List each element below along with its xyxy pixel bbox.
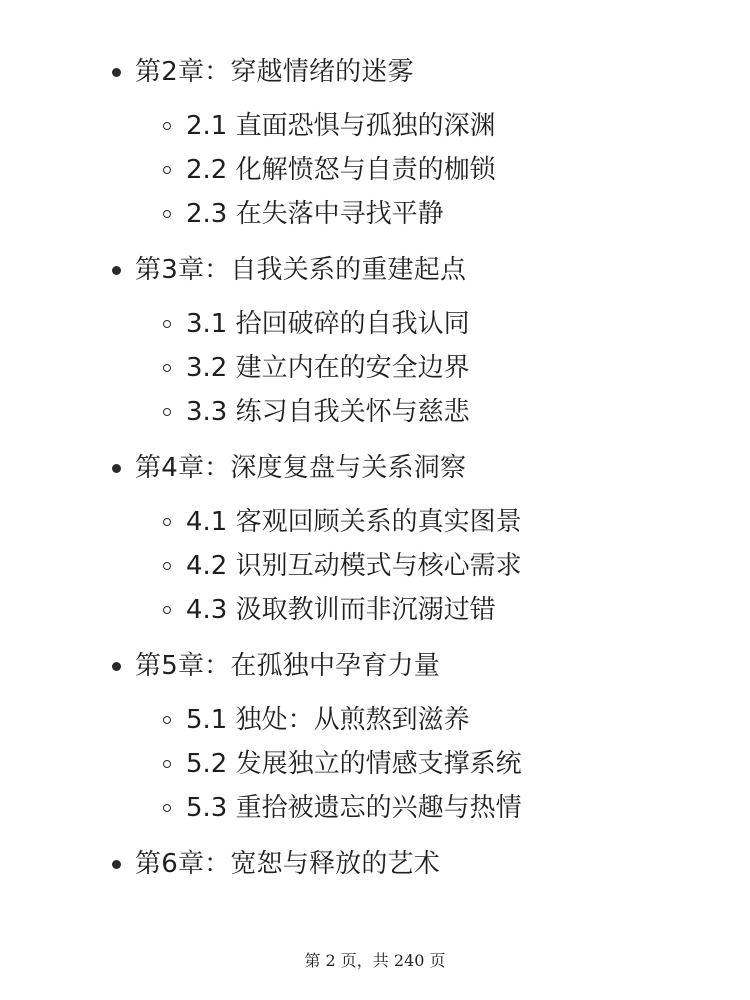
chapter-title: 第4章：深度复盘与关系洞察 (135, 453, 467, 483)
bullet-circle-icon (163, 606, 171, 614)
section-title: 5.3 重拾被遗忘的兴趣与热情 (186, 793, 522, 823)
bullet-disc-icon (112, 68, 121, 77)
chapter-entry (112, 640, 440, 692)
section-item (0, 698, 750, 742)
section-item (0, 148, 750, 192)
section-item (0, 302, 750, 346)
bullet-circle-icon (163, 760, 171, 768)
toc-chapter (0, 244, 750, 296)
section-title: 2.2 化解愤怒与自责的枷锁 (186, 155, 496, 185)
section-item (0, 500, 750, 544)
section-item (0, 544, 750, 588)
bullet-circle-icon (163, 364, 171, 372)
section-item (0, 104, 750, 148)
toc-chapter (0, 838, 750, 890)
section-list (0, 500, 750, 632)
chapter-title: 第2章：穿越情绪的迷雾 (135, 57, 414, 87)
chapter-entry (112, 442, 466, 494)
chapter-title: 第6章：宽恕与释放的艺术 (135, 849, 440, 879)
section-item (0, 346, 750, 390)
bullet-circle-icon (163, 408, 171, 416)
section-title: 3.3 练习自我关怀与慈悲 (186, 397, 470, 427)
section-title: 5.2 发展独立的情感支撑系统 (186, 749, 522, 779)
bullet-circle-icon (163, 716, 171, 724)
section-item (0, 742, 750, 786)
section-item (0, 786, 750, 830)
bullet-circle-icon (163, 320, 171, 328)
page-number-indicator: 第 2 页，共 240 页 (304, 951, 446, 970)
chapter-title: 第5章：在孤独中孕育力量 (135, 651, 440, 681)
section-item (0, 588, 750, 632)
page-footer (0, 948, 750, 971)
section-title: 2.3 在失落中寻找平静 (186, 199, 444, 229)
section-item (0, 192, 750, 236)
section-title: 4.2 识别互动模式与核心需求 (186, 551, 522, 581)
toc-chapter (0, 442, 750, 494)
chapter-entry (112, 838, 440, 890)
toc-chapter (0, 640, 750, 692)
bullet-circle-icon (163, 122, 171, 130)
toc-chapter (0, 46, 750, 98)
bullet-disc-icon (112, 464, 121, 473)
section-list (0, 302, 750, 434)
section-title: 4.3 汲取教训而非沉溺过错 (186, 595, 496, 625)
chapter-entry (112, 244, 466, 296)
section-title: 4.1 客观回顾关系的真实图景 (186, 507, 522, 537)
section-title: 5.1 独处：从煎熬到滋养 (186, 705, 470, 735)
bullet-disc-icon (112, 662, 121, 671)
bullet-circle-icon (163, 166, 171, 174)
bullet-disc-icon (112, 266, 121, 275)
chapter-entry (112, 46, 414, 98)
section-title: 3.1 拾回破碎的自我认同 (186, 309, 470, 339)
bullet-circle-icon (163, 518, 171, 526)
section-title: 3.2 建立内在的安全边界 (186, 353, 470, 383)
section-list (0, 104, 750, 236)
bullet-disc-icon (112, 860, 121, 869)
bullet-circle-icon (163, 210, 171, 218)
section-list (0, 698, 750, 830)
table-of-contents (0, 46, 750, 890)
section-title: 2.1 直面恐惧与孤独的深渊 (186, 111, 496, 141)
bullet-circle-icon (163, 562, 171, 570)
chapter-title: 第3章：自我关系的重建起点 (135, 255, 467, 285)
bullet-circle-icon (163, 804, 171, 812)
section-item (0, 390, 750, 434)
